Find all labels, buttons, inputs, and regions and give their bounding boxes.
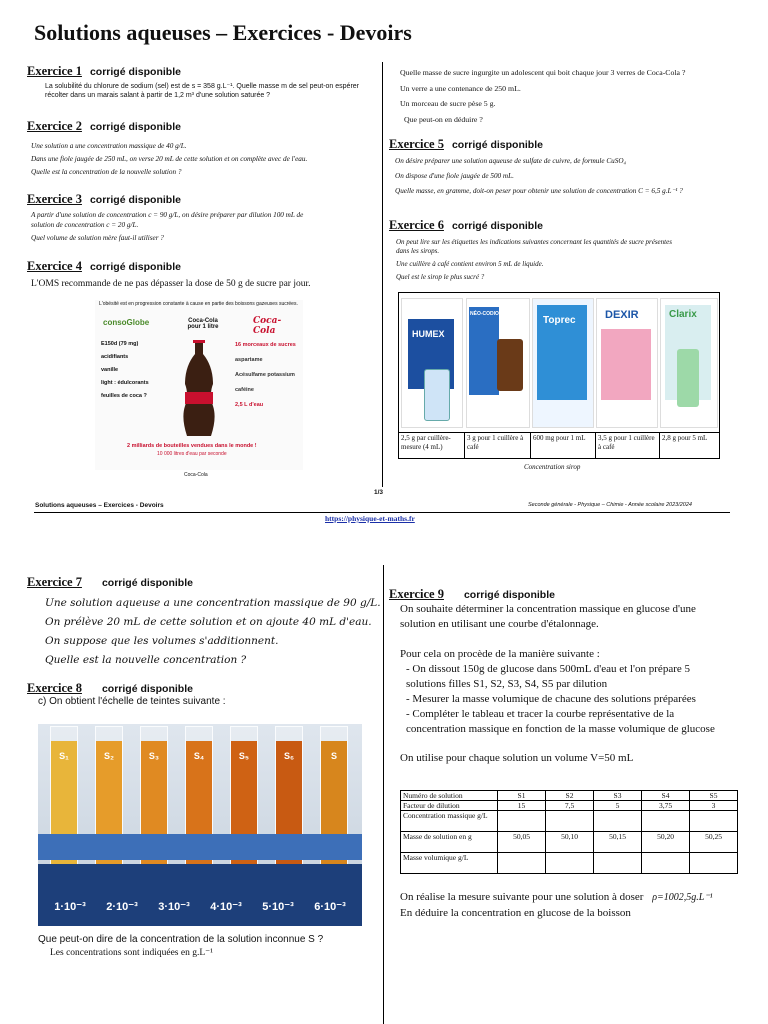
exercise-8-header (27, 681, 193, 696)
ex9-para: On utilise pour chaque solution un volume V=50 mL (400, 752, 634, 764)
tube-label: S₁ (59, 751, 69, 761)
exercise-9-measure (400, 890, 713, 905)
ex9-para: Pour cela on procède de la manière suivante : (400, 648, 600, 660)
test-tube-scale-image (38, 724, 362, 926)
exercise-3-line2: solution de concentration c = 20 g/L. (31, 220, 139, 229)
product-name: Clarix (669, 309, 697, 320)
table-cell: Concentration massique g/L (401, 811, 498, 832)
tube-label: S (330, 751, 337, 761)
info-right-item: Acésulfame potassium (235, 372, 295, 378)
exercise-4-questions (400, 65, 760, 127)
exercise-6-line4: Quel est le sirop le plus sucré ? (396, 273, 485, 281)
exercise-7-header (27, 575, 193, 590)
table-row (401, 801, 738, 811)
table-cell (498, 853, 546, 874)
litres-per-second: 10 000 litres d'eau par seconde (157, 451, 227, 457)
exercise-1-header (27, 64, 181, 79)
ex9-para: solution en utilisant une courbe d'étalonnage. (400, 618, 599, 630)
syrup-captions (399, 432, 719, 458)
syrup-caption: 600 mg pour 1 mL (531, 433, 596, 458)
ex4-question-4: Que peut-on en déduire ? (404, 114, 483, 124)
exercise-6-tag: corrigé disponible (451, 220, 543, 232)
table-row (401, 791, 738, 801)
exercise-3-header (27, 192, 181, 207)
info-right-item: 16 morceaux de sucres (235, 342, 296, 348)
exercise-1-line1: La solubilité du chlorure de sodium (sel) est de s = 358 g.L⁻¹. Quelle masse m de sel peut-on espérer (45, 83, 359, 90)
coca-cola-infographic (95, 300, 303, 470)
exercise-7-line3: On suppose que les volumes s'additionnent. (45, 635, 279, 647)
ex9-bullet: - Mesurer la masse volumique de chacune des solutions préparées (406, 693, 696, 705)
ex9-bullet: concentration massique en fonction de la masse volumique de glucose (406, 723, 715, 735)
scale-label: 5·10⁻³ (262, 901, 294, 913)
ex9-para: On souhaite déterminer la concentration massique en glucose d'une (400, 603, 696, 615)
page-title: Solutions aqueuses – Exercices - Devoirs (34, 20, 412, 45)
exercise-2-text (31, 140, 381, 179)
ex4-question-2: Un verre a une contenance de 250 mL. (400, 83, 521, 93)
table-cell: 5 (594, 801, 642, 811)
column-divider-2 (383, 565, 384, 1024)
exercise-6-line1: On peut lire sur les étiquettes les indications suivantes concernant les quantités de sucre présentes (396, 238, 672, 246)
exercise-9-label: Exercice 9 (389, 587, 444, 601)
table-cell: 50,05 (498, 832, 546, 853)
info-left-item: E150d (79 mg) (101, 341, 139, 347)
coca-cola-logo: Coca-Cola (253, 316, 282, 336)
exercise-2-tag: corrigé disponible (89, 121, 181, 133)
table-row (401, 811, 738, 832)
exercise-7-tag: corrigé disponible (101, 577, 193, 589)
table-row (401, 832, 738, 853)
footer-rule (34, 512, 730, 513)
info-right-item: aspartame (235, 357, 263, 363)
exercise-2-label: Exercice 2 (27, 119, 82, 133)
exercise-8-intro: c) On obtient l'échelle de teintes suivante : (38, 696, 226, 707)
tube-label: S₅ (238, 751, 250, 761)
product-name: DEXIR (605, 309, 639, 321)
exercise-5-line2: On dispose d'une fiole jaugée de 500 mL. (395, 172, 514, 180)
exercise-1-label: Exercice 1 (27, 64, 82, 78)
table-cell: S2 (546, 791, 594, 801)
exercise-3-line1: A partir d'une solution de concentration c = 90 g/L, on désire préparer par dilution 100 mL de (31, 211, 304, 219)
exercise-8-note: Les concentrations sont indiquées en g.L⁻¹ (50, 948, 213, 958)
exercise-1-text (45, 82, 375, 100)
ex9-bullet: - On dissout 150g de glucose dans 500mL d'eau et l'on prépare 5 (406, 663, 690, 675)
table-cell: Masse volumique g/L (401, 853, 498, 874)
syrup-caption: 3 g pour 1 cuillère à café (465, 433, 531, 458)
syrup-product (596, 298, 658, 428)
table-cell: Masse de solution en g (401, 832, 498, 853)
syrup-caption: 3,5 g pour 1 cuillère à café (596, 433, 660, 458)
ex9-measure-text: On réalise la mesure suivante pour une solution à doser (400, 891, 644, 903)
footer-left: Solutions aqueuses – Exercices - Devoirs (35, 502, 164, 509)
table-cell (690, 811, 738, 832)
dilution-table (400, 790, 738, 874)
exercise-5-text (395, 154, 765, 199)
exercise-7-text (45, 594, 381, 670)
info-right-item: caféine (235, 387, 254, 393)
coca-head: Coca-Cola pour 1 litre (187, 318, 219, 330)
infographic-header: L'obésité est en progression constante à cause en partie des boissons gazeuses sucrées. (99, 301, 298, 307)
bottle-icon (677, 349, 699, 407)
exercise-5-label: Exercice 5 (389, 137, 444, 151)
syrup-figure-caption: Concentration sirop (524, 463, 581, 471)
exercise-4-header (27, 259, 181, 274)
exercise-1-line2: récolter dans un marais salant à partir de 1,2 m³ d'une solution saturée ? (45, 92, 271, 99)
exercise-8-question: Que peut-on dire de la concentration de la solution inconnue S ? (38, 934, 324, 945)
syrup-product (466, 298, 530, 428)
table-row (401, 853, 738, 874)
bottles-sold: 2 milliards de bouteilles vendues dans le monde ! (127, 443, 257, 449)
table-cell: 50,25 (690, 832, 738, 853)
table-cell: S3 (594, 791, 642, 801)
tube-label: S₆ (283, 751, 295, 761)
exercise-2-header (27, 119, 181, 134)
ex9-bullet: solutions filles S1, S2, S3, S4, S5 par dilution (406, 678, 608, 690)
table-cell: 3 (690, 801, 738, 811)
exercise-3-label: Exercice 3 (27, 192, 82, 206)
scale-label: 4·10⁻³ (210, 901, 242, 913)
exercise-8-tag: corrigé disponible (101, 683, 193, 695)
ex4-question-3: Un morceau de sucre pèse 5 g. (400, 99, 496, 108)
exercise-7-line4: Quelle est la nouvelle concentration ? (45, 654, 247, 666)
table-cell: 15 (498, 801, 546, 811)
ex9-bullet: - Compléter le tableau et tracer la courbe représentative de la (406, 708, 675, 720)
ex4-question-1: Quelle masse de sucre ingurgite un adolescent qui boit chaque jour 3 verres de Coca-Cola ? (400, 68, 686, 77)
exercise-7-label: Exercice 7 (27, 575, 82, 589)
exercise-9-text (400, 602, 760, 766)
tube-label: S₂ (103, 751, 114, 761)
product-name: HUMEX (412, 329, 445, 339)
page-number: 1/3 (374, 489, 384, 496)
exercise-7-line1: Une solution aqueuse a une concentration massique de 90 g/L. (45, 597, 381, 609)
syrup-caption: 2,5 g par cuillère-mesure (4 mL) (399, 433, 465, 458)
syrup-product (401, 298, 463, 428)
tube-label: S₃ (148, 751, 160, 761)
table-cell (642, 811, 690, 832)
rho-value: ρ=1002,5g.L⁻¹ (652, 892, 713, 903)
table-cell (498, 811, 546, 832)
table-cell (690, 853, 738, 874)
exercise-3-tag: corrigé disponible (89, 194, 181, 206)
exercise-2-line2: Dans une fiole jaugée de 250 mL, on verse 20 mL de cette solution et on complète avec de l'eau. (31, 155, 308, 163)
exercise-2-line1: Une solution a une concentration massique de 40 g/L. (31, 142, 187, 150)
scale-label: 1·10⁻³ (54, 901, 86, 913)
exercise-8-label: Exercice 8 (27, 681, 82, 695)
exercise-9-header (389, 587, 555, 602)
exercise-5-header (389, 137, 543, 152)
exercise-4-label: Exercice 4 (27, 259, 82, 273)
exercise-6-line2: dans les sirops. (396, 247, 440, 255)
table-cell: 50,15 (594, 832, 642, 853)
consoglobe-logo: consoGlobe (103, 318, 150, 327)
table-cell (594, 853, 642, 874)
scale-label: 3·10⁻³ (158, 901, 190, 913)
scale-labels (38, 900, 362, 913)
syrup-caption: 2,8 g pour 5 mL (662, 434, 708, 442)
table-cell: S5 (690, 791, 738, 801)
info-left-item: acidifiants (101, 354, 129, 360)
table-cell: 50,10 (546, 832, 594, 853)
exercise-6-text (396, 238, 764, 282)
table-cell (546, 853, 594, 874)
table-cell: 50,20 (642, 832, 690, 853)
bottle-icon (424, 369, 450, 421)
exercise-6-header (389, 218, 543, 233)
table-cell: Facteur de dilution (401, 801, 498, 811)
exercise-9-tag: corrigé disponible (463, 589, 555, 601)
column-divider (382, 62, 383, 487)
tube-label: S₄ (193, 751, 205, 761)
table-cell: S4 (642, 791, 690, 801)
infographic-right-list (235, 338, 296, 413)
exercise-2-line3: Quelle est la concentration de la nouvelle solution ? (31, 168, 182, 176)
tube-rack-icon (38, 834, 362, 860)
product-name: NÉO-CODION (470, 311, 503, 317)
exercise-6-line3: Une cuillère à café contient environ 5 mL de liquide. (396, 260, 544, 268)
coca-bottle-icon (179, 340, 219, 440)
exercise-4-tag: corrigé disponible (89, 261, 181, 273)
scale-label: 2·10⁻³ (106, 901, 138, 913)
exercise-4-text: L'OMS recommande de ne pas dépasser la dose de 50 g de sucre par jour. (31, 279, 311, 289)
syrup-product (660, 298, 718, 428)
table-cell: Numéro de solution (401, 791, 498, 801)
exercise-7-line2: On prélève 20 mL de cette solution et on ajoute 40 mL d'eau. (45, 616, 372, 628)
exercise-3-text (31, 211, 381, 244)
info-left-item: vanille (101, 367, 119, 373)
scale-label: 6·10⁻³ (314, 901, 346, 913)
infographic-left-list (101, 338, 149, 403)
table-cell: 7,5 (546, 801, 594, 811)
exercise-5-tag: corrigé disponible (451, 139, 543, 151)
product-name: Toprec (543, 315, 576, 326)
table-cell: 3,75 (642, 801, 690, 811)
table-cell (594, 811, 642, 832)
exercise-3-line3: Quel volume de solution mère faut-il utiliser ? (31, 234, 164, 242)
exercise-1-tag: corrigé disponible (89, 66, 181, 78)
bottle-icon (497, 339, 523, 391)
table-cell: S1 (498, 791, 546, 801)
exercise-5-line1: On désire préparer une solution aqueuse de sulfate de cuivre, de formule CuSO₄ (395, 157, 627, 165)
site-link[interactable]: https://physique-et-maths.fr (325, 514, 415, 523)
info-right-item: 2,5 L d'eau (235, 402, 264, 408)
info-left-item: feuilles de coca ? (101, 393, 147, 399)
syrup-figure (398, 292, 720, 459)
exercise-5-line3: Quelle masse, en gramme, doit-on peser pour obtenir une solution de concentration C = 6,5 g.L⁻¹ ? (395, 187, 683, 195)
product-box-icon (469, 307, 499, 395)
coca-caption: Coca-Cola (184, 472, 208, 478)
table-cell (642, 853, 690, 874)
tube-rack-base (38, 864, 362, 926)
exercise-9-deduce: En déduire la concentration en glucose de la boisson (400, 907, 631, 919)
footer-right: Seconde générale - Physique – Chimie - Année scolaire 2023/2024 (528, 502, 692, 508)
exercise-6-label: Exercice 6 (389, 218, 444, 232)
syrup-product (532, 298, 594, 428)
info-left-item: light : édulcorants (101, 380, 149, 386)
table-cell (546, 811, 594, 832)
